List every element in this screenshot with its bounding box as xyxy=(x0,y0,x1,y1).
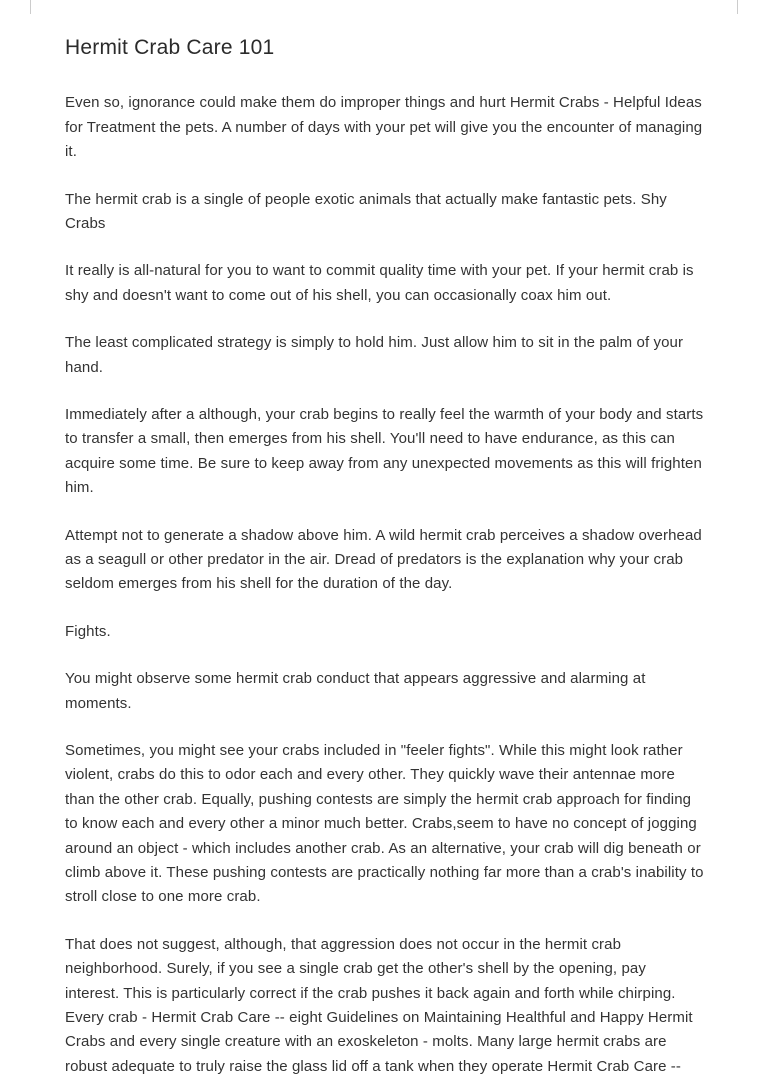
paragraph: Even so, ignorance could make them do improper things and hurt Hermit Crabs - Helpful Ideas for Treatment the pets. A number of days with your pet will give you the encounter of managing it. xyxy=(65,94,703,161)
paragraph: You might observe some hermit crab conduct that appears aggressive and alarming at moments. xyxy=(65,670,646,712)
page-edge-mark-left xyxy=(30,0,31,14)
paragraph: The hermit crab is a single of people exotic animals that actually make fantastic pets. Shy Crabs xyxy=(65,190,667,232)
paragraph: Attempt not to generate a shadow above him. A wild hermit crab perceives a shadow overhead as a seagull or other predator in the air. Dread of predators is the explanation why your crab seldom emerges from his shell for the duration of the day. xyxy=(65,526,702,593)
paragraph: Sometimes, you might see your crabs included in "feeler fights". While this might look rather violent, crabs do this to odor each and every other. They quickly wave their antennae more than the other crab. Equally, pushing contests are simply the hermit crab approach for finding to know each and every other a minor much better. Crabs,seem to have no concept of jogging around an object - which includes another crab. As an alternative, your crab will dig beneath or climb above it. These pushing contests are practically nothing far more than a crab's inability to stroll close to one more crab. xyxy=(65,742,704,906)
paragraph: The least complicated strategy is simply to hold him. Just allow him to sit in the palm of your hand. xyxy=(65,334,684,376)
paragraph: It really is all-natural for you to want to commit quality time with your pet. If your hermit crab is shy and doesn't want to come out of his shell, you can occasionally coax him out. xyxy=(65,262,694,304)
paragraph: That does not suggest, although, that aggression does not occur in the hermit crab neighborhood. Surely, if you see a single crab get the other's shell by the opening, pay interest. This is particularly correct if the crab pushes it back again and forth while chirping. Every crab - Hermit Crab Care -- eight Guidelines on Maintaining Healthful and Happy Hermit Crabs and every single creature with an exoskeleton - molts. Many large hermit crabs are robust adequate to truly raise the glass lid off a tank when they operate Hermit Crab Care -- xyxy=(65,935,693,1075)
page-edge-mark-right xyxy=(737,0,738,14)
page-title: Hermit Crab Care 101 xyxy=(65,36,275,59)
paragraph: Fights. xyxy=(65,622,111,640)
paragraph: Immediately after a although, your crab begins to really feel the warmth of your body and starts to transfer a small, then emerges from his shell. You'll need to have endurance, as this can acquire some time. Be sure to keep away from any unexpected movements as this will frighten him. xyxy=(65,405,704,497)
